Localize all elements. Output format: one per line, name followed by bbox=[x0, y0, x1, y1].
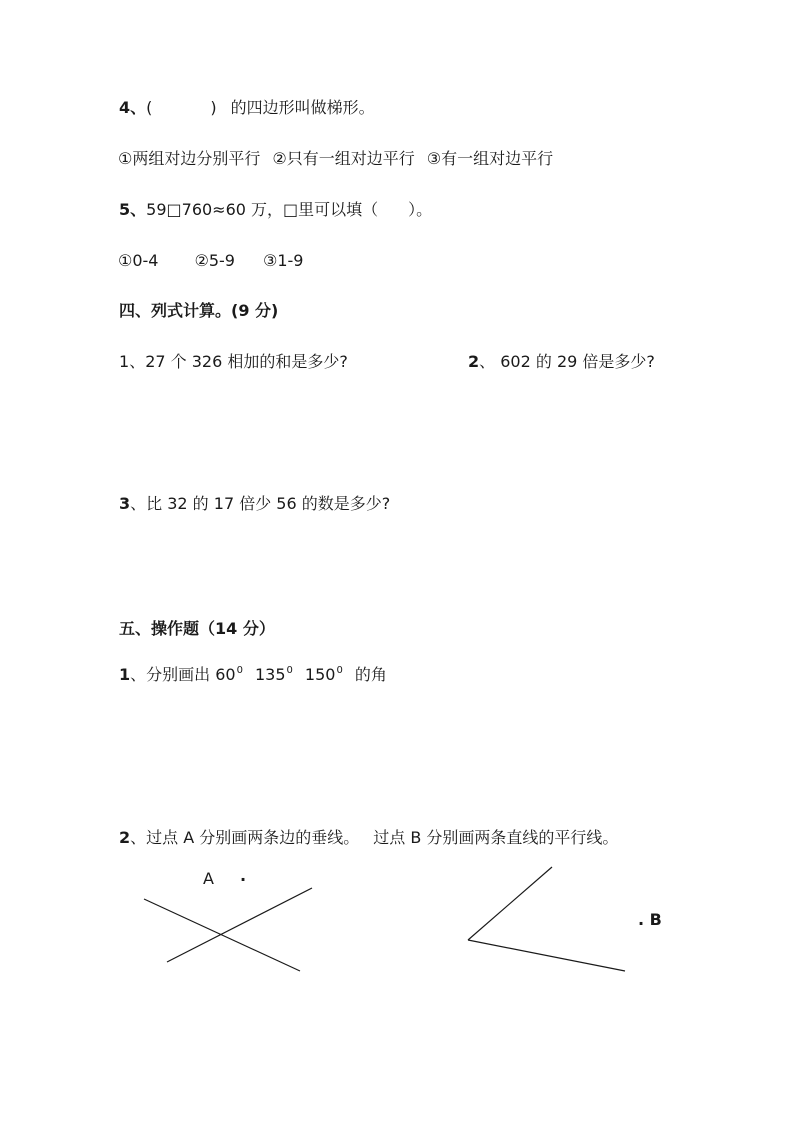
degree-mark: 0 bbox=[336, 665, 343, 676]
q4-text: 的四边形叫做梯形。 bbox=[230, 98, 375, 117]
point-a-label: A bbox=[203, 869, 214, 888]
q2-text-a: 、过点 A 分别画两条边的垂线。 bbox=[130, 828, 360, 847]
angle-60: 60 bbox=[215, 665, 236, 684]
q4-paren-close: ) bbox=[210, 98, 217, 117]
item-text: 、比 32 的 17 倍少 56 的数是多少? bbox=[130, 494, 391, 513]
angle-150: 150 bbox=[304, 665, 336, 684]
item-number: 3 bbox=[119, 494, 131, 513]
crossing-line-1 bbox=[144, 899, 300, 971]
angle-ray-lower bbox=[468, 940, 625, 971]
q4-paren-open: ( bbox=[146, 98, 153, 117]
item-text: 、 602 的 29 倍是多少? bbox=[479, 352, 655, 371]
q4-sep: 、 bbox=[130, 98, 147, 117]
q4-option-2: ②只有一组对边平行 bbox=[272, 149, 415, 168]
item-text: 、27 个 326 相加的和是多少? bbox=[129, 352, 348, 371]
q1-suffix: 的角 bbox=[354, 665, 387, 684]
q2-text-b: 过点 B 分别画两条直线的平行线。 bbox=[373, 828, 619, 847]
crossing-line-2 bbox=[167, 888, 312, 962]
section4-title: 四、列式计算。(9 分) bbox=[119, 301, 279, 320]
q5-number: 5 bbox=[119, 200, 131, 219]
section5-title: 五、操作题（14 分） bbox=[119, 619, 275, 638]
q4-option-1: ①两组对边分别平行 bbox=[118, 149, 261, 168]
q4-number: 4 bbox=[119, 98, 131, 117]
degree-mark: 0 bbox=[236, 665, 243, 676]
angle-figure bbox=[468, 867, 625, 971]
angle-135: 135 bbox=[254, 665, 286, 684]
point-a-dot: . bbox=[240, 866, 247, 885]
item-number: 1 bbox=[119, 352, 130, 371]
q1-text: 、分别画出 bbox=[130, 665, 211, 684]
q5-option-1: ①0-4 bbox=[118, 251, 159, 270]
q5-option-3: ③1-9 bbox=[262, 251, 304, 270]
q5-sep: 、 bbox=[130, 200, 147, 219]
q5-text-end: ）。 bbox=[408, 200, 433, 219]
q1-number: 1 bbox=[119, 665, 131, 684]
q4-option-3: ③有一组对边平行 bbox=[426, 149, 554, 168]
crossing-lines-figure bbox=[144, 888, 312, 971]
q5-text: 59□760≈60 万，□里可以填（ bbox=[146, 200, 379, 219]
q2-number: 2 bbox=[119, 828, 131, 847]
q5-option-2: ②5-9 bbox=[194, 251, 235, 270]
item-number: 2 bbox=[468, 352, 480, 371]
point-b-label: . B bbox=[638, 910, 662, 929]
angle-ray-upper bbox=[468, 867, 552, 940]
degree-mark: 0 bbox=[286, 665, 293, 676]
